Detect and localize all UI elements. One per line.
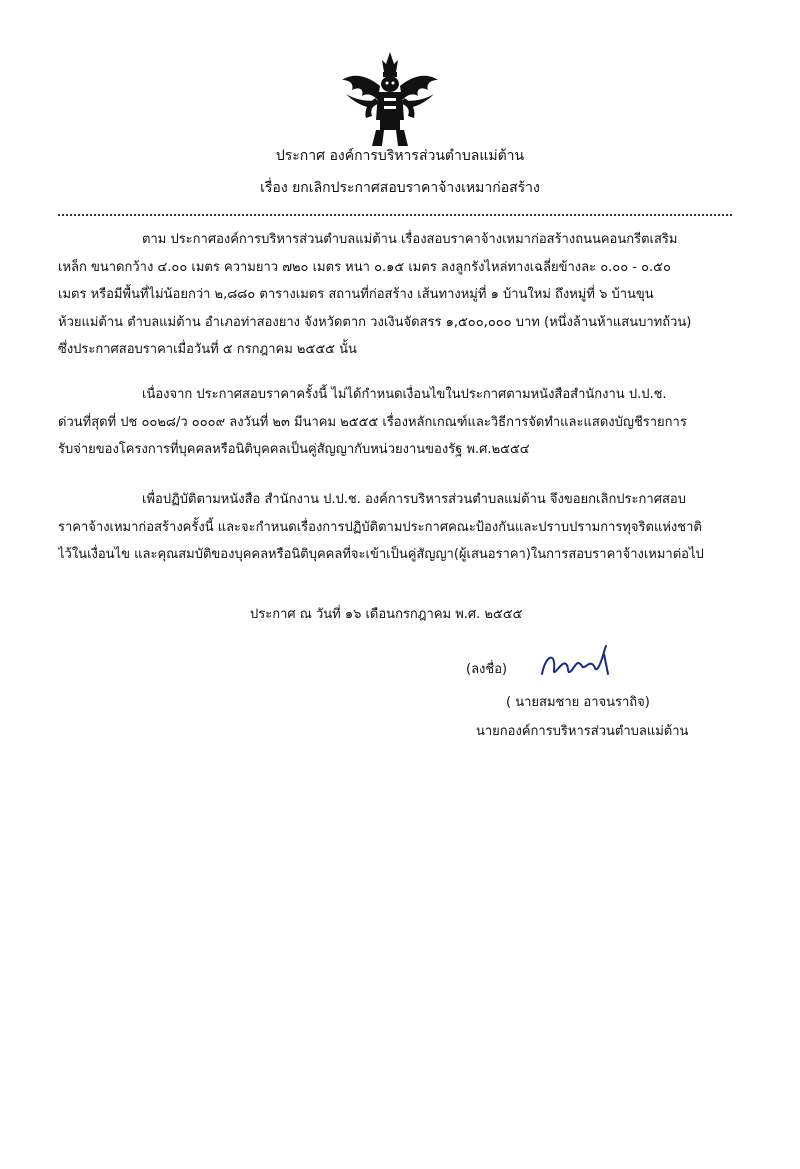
paragraph-line: ด่วนที่สุดที่ ปช ๐๐๒๘/ว ๐๐๐๙ ลงวันที่ ๒๓ มีนาคม ๒๕๕๕ เรื่องหลักเกณฑ์และวิธีการจัดทำและแสดงบัญชีรายการ — [58, 414, 687, 430]
signatory-name: ( นายสมชาย อาจนราถิจ) — [506, 695, 650, 710]
announcement-date: ประกาศ ณ วันที่ ๑๖ เดือนกรกฎาคม พ.ศ. ๒๕๕๕ — [250, 607, 523, 622]
paragraph-line: ไว้ในเงื่อนไข และคุณสมบัติของบุคคลหรือนิติบุคคลที่จะเข้าเป็นคู่สัญญา(ผู้เสนอราคา)ในการสอบราคาจ้างเหมาต่อไป — [58, 547, 704, 562]
paragraph-1 — [58, 226, 734, 364]
paragraph-3 — [58, 486, 734, 569]
paragraph-line: เพื่อปฏิบัติตามหนังสือ สำนักงาน ป.ป.ช. องค์การบริหารส่วนตำบลแม่ต้าน จึงขอยกเลิกประกาศสอบ — [142, 492, 686, 507]
paragraph-2 — [58, 381, 734, 464]
dotted-divider — [58, 214, 732, 216]
paragraph-line: ซึ่งประกาศสอบราคาเมื่อวันที่ ๕ กรกฎาคม ๒๕๕๕ นั้น — [58, 342, 357, 357]
signature-label: (ลงชื่อ) — [466, 662, 508, 677]
paragraph-line: เหล็ก ขนาดกว้าง ๔.๐๐ เมตร ความยาว ๗๒๐ เมตร หนา ๐.๑๕ เมตร ลงลูกรังไหล่ทางเฉลี่ยข้างละ ๐.๐๐ - ๐.๕๐ — [58, 259, 671, 275]
announcement-subject: เรื่อง ยกเลิกประกาศสอบราคาจ้างเหมาก่อสร้าง — [260, 180, 540, 196]
announcement-title: ประกาศ องค์การบริหารส่วนตำบลแม่ต้าน — [275, 148, 525, 164]
paragraph-line: ห้วยแม่ต้าน ตำบลแม่ต้าน อำเภอท่าสองยาง จังหวัดตาก วงเงินจัดสรร ๑,๕๐๐,๐๐๐ บาท (หนึ่งล้านห้าแสนบาทถ้วน) — [58, 314, 692, 330]
paragraph-line: เนื่องจาก ประกาศสอบราคาครั้งนี้ ไม่ได้กำหนดเงื่อนไขในประกาศตามหนังสือสำนักงาน ป.ป.ช. — [142, 387, 667, 402]
paragraph-line: ตาม ประกาศองค์การบริหารส่วนตำบลแม่ต้าน เรื่องสอบราคาจ้างเหมาก่อสร้างถนนคอนกรีตเสริม — [142, 232, 678, 247]
signatory-position: นายกองค์การบริหารส่วนตำบลแม่ต้าน — [476, 724, 689, 739]
paragraph-line: ราคาจ้างเหมาก่อสร้างครั้งนี้ และจะกำหนดเรื่องการปฏิบัติตามประกาศคณะป้องกันและปราบปรามการทุจริตแห่งชาติ — [58, 519, 702, 535]
handwritten-signature — [536, 640, 616, 684]
garuda-emblem-icon — [338, 50, 442, 150]
paragraph-line: เมตร หรือมีพื้นที่ไม่น้อยกว่า ๒,๘๘๐ ตารางเมตร สถานที่ก่อสร้าง เส้นทางหมู่ที่ ๑ บ้านใหม่ ถึงหมู่ที่ ๖ บ้านขุน — [58, 287, 654, 302]
paragraph-line: รับจ่ายของโครงการที่บุคคลหรือนิติบุคคลเป็นคู่สัญญากับหน่วยงานของรัฐ พ.ศ.๒๕๕๔ — [58, 442, 530, 457]
